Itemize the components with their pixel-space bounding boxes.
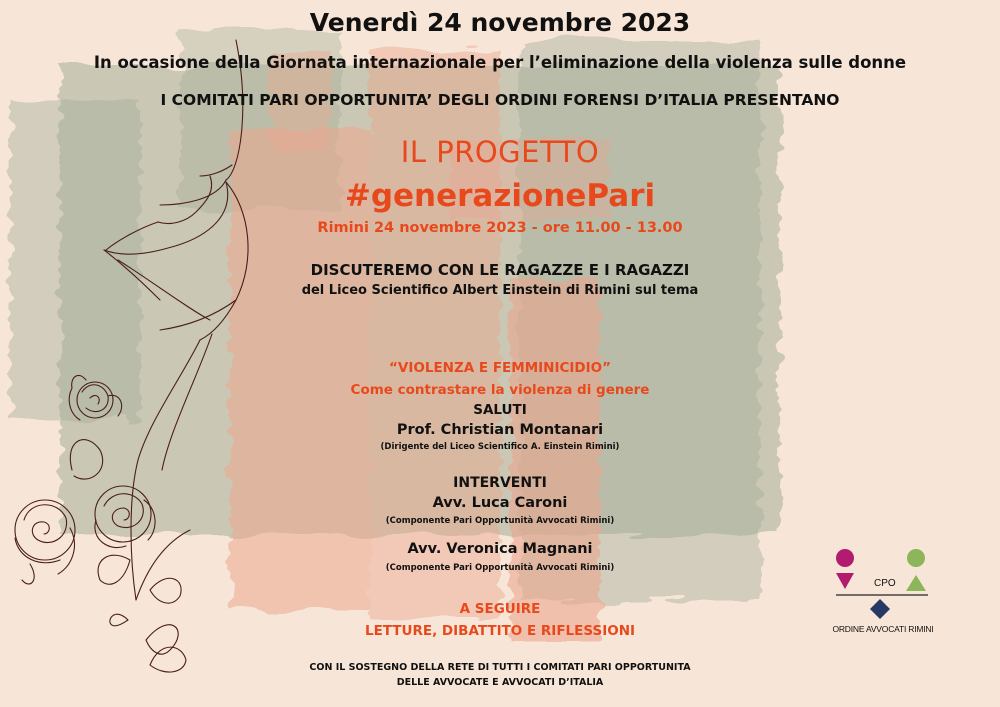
support-line: CON IL SOSTEGNO DELLA RETE DI TUTTI I COMITATI PARI OPPORTUNITA <box>309 662 691 673</box>
event-date: Venerdì 24 novembre 2023 <box>309 8 691 37</box>
speaker-name: Avv. Luca Caroni <box>432 495 568 511</box>
greetings-label: SALUTI <box>473 402 527 418</box>
topic-title: “VIOLENZA E FEMMINICIDIO” <box>389 360 611 376</box>
greetings-speaker-role: (Dirigente del Liceo Scientifico A. Einstein Rimini) <box>380 442 620 452</box>
occasion-line: In occasione della Giornata internazionale per l’eliminazione della violenza sulle donne <box>93 53 907 72</box>
following-activities: LETTURE, DIBATTITO E RIFLESSIONI <box>364 623 636 639</box>
interventions-label: INTERVENTI <box>453 475 547 491</box>
topic-subtitle: Come contrastare la violenza di genere <box>350 382 650 398</box>
discussion-subheading: del Liceo Scientifico Albert Einstein di Rimini sul tema <box>301 283 699 298</box>
logo-organization: ORDINE AVVOCATI RIMINI <box>832 624 934 634</box>
logo-acronym: CPO <box>874 578 896 589</box>
presenters-line: I COMITATI PARI OPPORTUNITA’ DEGLI ORDINI FORENSI D’ITALIA PRESENTANO <box>160 91 840 109</box>
support-line: DELLE AVVOCATE E AVVOCATI D’ITALIA <box>396 677 604 688</box>
greetings-speaker: Prof. Christian Montanari <box>396 422 604 438</box>
speaker-role: (Componente Pari Opportunità Avvocati Rimini) <box>385 563 615 573</box>
event-time: Rimini 24 novembre 2023 - ore 11.00 - 13.00 <box>317 220 683 236</box>
cpo-logo <box>828 545 938 640</box>
project-hashtag: #generazionePari <box>344 178 656 214</box>
following-label: A SEGUIRE <box>459 601 541 617</box>
discussion-heading: DISCUTEREMO CON LE RAGAZZE E I RAGAZZI <box>310 261 690 279</box>
project-label: IL PROGETTO <box>400 135 600 169</box>
speaker-name: Avv. Veronica Magnani <box>407 541 593 557</box>
speaker-role: (Componente Pari Opportunità Avvocati Rimini) <box>385 516 615 526</box>
